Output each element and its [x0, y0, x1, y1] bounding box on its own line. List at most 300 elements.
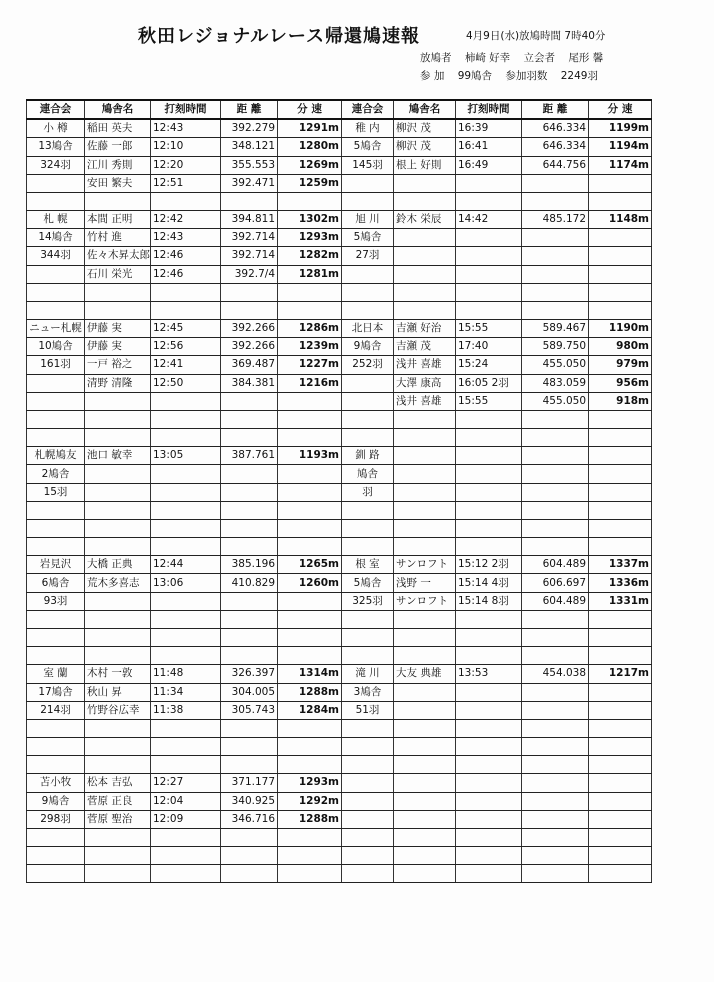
cell-clock-time: 12:44 [151, 556, 221, 574]
cell-federation: 岩見沢 [27, 556, 85, 574]
cell-federation: 214羽 [27, 701, 85, 719]
cell-federation-2: 51羽 [342, 701, 394, 719]
cell-federation [27, 392, 85, 410]
cell-speed: 1227m [278, 356, 342, 374]
cell-clock-time [151, 610, 221, 628]
column-header-clock-time-2: 打刻時間 [456, 100, 522, 119]
header-line-participation [420, 68, 608, 83]
cell-loft-name: 稲田 英夫 [85, 119, 151, 138]
cell-speed-2 [589, 174, 652, 192]
cell-speed-2 [589, 265, 652, 283]
table-row [27, 211, 652, 229]
cell-clock-time-2 [456, 192, 522, 210]
cell-speed-2: 1337m [589, 556, 652, 574]
cell-speed: 1193m [278, 447, 342, 465]
cell-federation-2: 羽 [342, 483, 394, 501]
header-line-releaser [420, 50, 613, 65]
cell-loft-name-2 [394, 756, 456, 774]
cell-federation [27, 374, 85, 392]
cell-loft-name: 荒木多喜志 [85, 574, 151, 592]
cell-distance-2: 589.750 [522, 338, 589, 356]
cell-federation-2 [342, 774, 394, 792]
cell-distance-2 [522, 519, 589, 537]
cell-federation: 札幌鳩友 [27, 447, 85, 465]
cell-clock-time-2: 13:53 [456, 665, 522, 683]
cell-distance-2 [522, 465, 589, 483]
column-header-loft-name-2: 鳩舎名 [394, 100, 456, 119]
cell-distance [221, 847, 278, 865]
cell-loft-name: 大橋 正典 [85, 556, 151, 574]
cell-speed [278, 283, 342, 301]
cell-federation [27, 647, 85, 665]
cell-federation: 17鳩舎 [27, 683, 85, 701]
cell-federation-2 [342, 410, 394, 428]
table-row [27, 174, 652, 192]
cell-distance-2 [522, 647, 589, 665]
cell-clock-time-2: 16:41 [456, 138, 522, 156]
table-row [27, 138, 652, 156]
cell-speed-2: 1331m [589, 592, 652, 610]
cell-loft-name [85, 610, 151, 628]
cell-speed-2 [589, 192, 652, 210]
cell-clock-time: 11:48 [151, 665, 221, 683]
cell-loft-name [85, 756, 151, 774]
cell-clock-time [151, 628, 221, 646]
cell-loft-name-2 [394, 538, 456, 556]
cell-federation-2 [342, 374, 394, 392]
cell-loft-name [85, 429, 151, 447]
cell-loft-name [85, 501, 151, 519]
cell-speed [278, 501, 342, 519]
cell-federation [27, 828, 85, 846]
cell-distance-2 [522, 247, 589, 265]
cell-distance-2 [522, 192, 589, 210]
cell-loft-name-2 [394, 628, 456, 646]
cell-clock-time-2: 16:49 [456, 156, 522, 174]
cell-distance-2 [522, 683, 589, 701]
cell-loft-name-2: 浅井 喜雄 [394, 392, 456, 410]
cell-speed-2 [589, 865, 652, 883]
cell-clock-time-2 [456, 519, 522, 537]
cell-clock-time-2: 15:14 8羽 [456, 592, 522, 610]
cell-clock-time-2 [456, 810, 522, 828]
cell-federation: 10鳩舎 [27, 338, 85, 356]
cell-clock-time [151, 738, 221, 756]
cell-distance [221, 738, 278, 756]
cell-loft-name: 伊藤 実 [85, 320, 151, 338]
witness-label: 立会者 [523, 52, 556, 64]
cell-speed [278, 865, 342, 883]
cell-distance-2: 646.334 [522, 119, 589, 138]
cell-distance-2: 646.334 [522, 138, 589, 156]
cell-distance-2 [522, 501, 589, 519]
cell-distance [221, 410, 278, 428]
cell-federation [27, 719, 85, 737]
cell-distance-2 [522, 283, 589, 301]
cell-speed-2 [589, 519, 652, 537]
cell-loft-name: 竹村 進 [85, 229, 151, 247]
cell-clock-time-2 [456, 683, 522, 701]
cell-distance-2 [522, 792, 589, 810]
table-row [27, 265, 652, 283]
cell-distance-2 [522, 174, 589, 192]
cell-distance: 392.266 [221, 338, 278, 356]
birds-count-label: 参加羽数 [505, 70, 548, 82]
table-row [27, 119, 652, 138]
cell-federation: 9鳩舎 [27, 792, 85, 810]
cell-speed: 1281m [278, 265, 342, 283]
cell-clock-time [151, 429, 221, 447]
cell-federation [27, 410, 85, 428]
table-row [27, 792, 652, 810]
cell-speed [278, 519, 342, 537]
cell-distance: 394.811 [221, 211, 278, 229]
cell-federation: 6鳩舎 [27, 574, 85, 592]
cell-federation-2 [342, 738, 394, 756]
cell-distance-2: 455.050 [522, 356, 589, 374]
table-row [27, 392, 652, 410]
cell-distance [221, 392, 278, 410]
cell-distance [221, 538, 278, 556]
cell-loft-name: 清野 清隆 [85, 374, 151, 392]
cell-clock-time-2 [456, 283, 522, 301]
cell-federation: 93羽 [27, 592, 85, 610]
column-header-speed: 分 速 [278, 100, 342, 119]
cell-loft-name [85, 738, 151, 756]
cell-distance: 305.743 [221, 701, 278, 719]
cell-loft-name-2: 根上 好則 [394, 156, 456, 174]
cell-loft-name-2 [394, 774, 456, 792]
cell-federation-2 [342, 756, 394, 774]
cell-federation: 室 蘭 [27, 665, 85, 683]
cell-loft-name-2: 鈴木 栄辰 [394, 211, 456, 229]
cell-loft-name: 池口 敏幸 [85, 447, 151, 465]
cell-distance: 410.829 [221, 574, 278, 592]
cell-loft-name: 松本 吉弘 [85, 774, 151, 792]
column-header-federation: 連合会 [27, 100, 85, 119]
cell-distance-2 [522, 865, 589, 883]
cell-loft-name-2 [394, 810, 456, 828]
cell-speed: 1288m [278, 810, 342, 828]
cell-speed [278, 738, 342, 756]
table-row [27, 701, 652, 719]
cell-speed [278, 538, 342, 556]
cell-distance: 340.925 [221, 792, 278, 810]
cell-speed: 1302m [278, 211, 342, 229]
cell-clock-time-2 [456, 501, 522, 519]
cell-clock-time [151, 192, 221, 210]
cell-speed-2: 1217m [589, 665, 652, 683]
cell-distance-2 [522, 701, 589, 719]
cell-loft-name: 竹野谷広幸 [85, 701, 151, 719]
column-header-speed-2: 分 速 [589, 100, 652, 119]
cell-speed-2 [589, 774, 652, 792]
cell-distance [221, 519, 278, 537]
cell-loft-name-2 [394, 174, 456, 192]
cell-speed-2 [589, 810, 652, 828]
cell-speed-2 [589, 719, 652, 737]
table-row [27, 574, 652, 592]
cell-clock-time-2 [456, 628, 522, 646]
cell-distance-2: 455.050 [522, 392, 589, 410]
cell-clock-time-2 [456, 774, 522, 792]
cell-distance-2: 644.756 [522, 156, 589, 174]
cell-loft-name: 本間 正明 [85, 211, 151, 229]
cell-clock-time: 12:10 [151, 138, 221, 156]
cell-clock-time: 12:43 [151, 119, 221, 138]
cell-federation [27, 738, 85, 756]
cell-clock-time-2 [456, 847, 522, 865]
cell-loft-name-2 [394, 701, 456, 719]
table-row [27, 665, 652, 683]
cell-loft-name [85, 538, 151, 556]
cell-clock-time: 12:42 [151, 211, 221, 229]
cell-speed-2: 979m [589, 356, 652, 374]
table-row [27, 283, 652, 301]
cell-speed: 1216m [278, 374, 342, 392]
cell-clock-time [151, 865, 221, 883]
cell-clock-time-2: 17:40 [456, 338, 522, 356]
cell-clock-time-2 [456, 265, 522, 283]
cell-speed-2 [589, 683, 652, 701]
table-row [27, 592, 652, 610]
cell-distance [221, 465, 278, 483]
cell-speed-2: 1174m [589, 156, 652, 174]
cell-distance-2 [522, 301, 589, 319]
cell-federation-2 [342, 174, 394, 192]
cell-loft-name-2: 大澤 康高 [394, 374, 456, 392]
cell-federation [27, 865, 85, 883]
cell-loft-name [85, 647, 151, 665]
cell-federation-2 [342, 810, 394, 828]
cell-speed [278, 592, 342, 610]
cell-speed-2 [589, 229, 652, 247]
cell-distance [221, 501, 278, 519]
release-date-time: 4月9日(水)放鳩時間 7時40分 [466, 30, 606, 42]
cell-clock-time: 12:46 [151, 247, 221, 265]
cell-clock-time: 12:46 [151, 265, 221, 283]
cell-loft-name-2 [394, 847, 456, 865]
cell-loft-name-2 [394, 683, 456, 701]
table-row [27, 847, 652, 865]
cell-clock-time-2: 15:14 4羽 [456, 574, 522, 592]
table-row [27, 465, 652, 483]
cell-speed-2 [589, 610, 652, 628]
cell-clock-time: 12:04 [151, 792, 221, 810]
table-row [27, 410, 652, 428]
cell-speed [278, 392, 342, 410]
cell-distance [221, 483, 278, 501]
cell-distance: 346.716 [221, 810, 278, 828]
cell-distance-2: 454.038 [522, 665, 589, 683]
cell-loft-name [85, 465, 151, 483]
cell-speed-2 [589, 647, 652, 665]
cell-distance-2 [522, 610, 589, 628]
cell-distance-2 [522, 756, 589, 774]
table-row [27, 320, 652, 338]
cell-speed [278, 465, 342, 483]
cell-clock-time [151, 501, 221, 519]
cell-distance: 304.005 [221, 683, 278, 701]
cell-loft-name-2: サンロフト [394, 592, 456, 610]
cell-federation-2 [342, 610, 394, 628]
cell-speed [278, 410, 342, 428]
cell-clock-time-2 [456, 701, 522, 719]
cell-distance [221, 192, 278, 210]
column-header-distance: 距 離 [221, 100, 278, 119]
cell-speed-2: 1148m [589, 211, 652, 229]
cell-clock-time [151, 538, 221, 556]
cell-clock-time: 12:27 [151, 774, 221, 792]
cell-federation-2 [342, 628, 394, 646]
table-row [27, 738, 652, 756]
cell-distance [221, 756, 278, 774]
cell-federation-2: 釧 路 [342, 447, 394, 465]
cell-speed-2 [589, 247, 652, 265]
cell-distance-2: 485.172 [522, 211, 589, 229]
cell-clock-time [151, 647, 221, 665]
cell-federation: 13鳩舎 [27, 138, 85, 156]
releaser-label: 放鳩者 [420, 52, 452, 64]
column-header-clock-time: 打刻時間 [151, 100, 221, 119]
table-row [27, 647, 652, 665]
participation-label: 参 加 [420, 70, 445, 82]
cell-clock-time [151, 392, 221, 410]
cell-loft-name: 佐藤 一郎 [85, 138, 151, 156]
cell-distance [221, 647, 278, 665]
cell-federation: 298羽 [27, 810, 85, 828]
cell-clock-time [151, 301, 221, 319]
cell-clock-time-2 [456, 719, 522, 737]
table-row [27, 429, 652, 447]
cell-loft-name: 一戸 裕之 [85, 356, 151, 374]
cell-distance-2 [522, 738, 589, 756]
cell-loft-name-2 [394, 429, 456, 447]
cell-federation-2 [342, 429, 394, 447]
cell-clock-time [151, 283, 221, 301]
cell-federation: 小 樽 [27, 119, 85, 138]
cell-speed-2 [589, 429, 652, 447]
table-row [27, 556, 652, 574]
table-body [27, 119, 652, 883]
cell-distance: 392.279 [221, 119, 278, 138]
cell-federation-2 [342, 865, 394, 883]
cell-loft-name: 菅原 正良 [85, 792, 151, 810]
cell-speed [278, 647, 342, 665]
cell-distance-2: 606.697 [522, 574, 589, 592]
cell-loft-name: 江川 秀則 [85, 156, 151, 174]
cell-loft-name: 菅原 聖治 [85, 810, 151, 828]
cell-clock-time-2: 16:05 2羽 [456, 374, 522, 392]
cell-loft-name: 石川 栄光 [85, 265, 151, 283]
cell-federation-2 [342, 301, 394, 319]
cell-speed: 1282m [278, 247, 342, 265]
cell-loft-name-2 [394, 501, 456, 519]
cell-federation: 札 幌 [27, 211, 85, 229]
cell-loft-name [85, 847, 151, 865]
cell-distance-2 [522, 810, 589, 828]
cell-clock-time-2 [456, 738, 522, 756]
cell-federation-2 [342, 828, 394, 846]
cell-speed-2: 1190m [589, 320, 652, 338]
cell-federation [27, 756, 85, 774]
cell-federation-2: 9鳩舎 [342, 338, 394, 356]
cell-speed [278, 628, 342, 646]
cell-distance: 355.553 [221, 156, 278, 174]
table-row [27, 865, 652, 883]
table-row [27, 501, 652, 519]
cell-speed-2 [589, 410, 652, 428]
cell-loft-name [85, 865, 151, 883]
cell-federation [27, 847, 85, 865]
cell-loft-name-2 [394, 410, 456, 428]
cell-clock-time: 11:38 [151, 701, 221, 719]
cell-federation: ニュー札幌 [27, 320, 85, 338]
cell-federation: 2鳩舎 [27, 465, 85, 483]
cell-speed [278, 610, 342, 628]
cell-distance-2 [522, 429, 589, 447]
table-row [27, 683, 652, 701]
cell-speed: 1286m [278, 320, 342, 338]
cell-loft-name: 安田 繁夫 [85, 174, 151, 192]
cell-loft-name-2 [394, 265, 456, 283]
cell-speed-2: 918m [589, 392, 652, 410]
cell-clock-time [151, 719, 221, 737]
cell-speed: 1314m [278, 665, 342, 683]
cell-speed: 1269m [278, 156, 342, 174]
cell-speed-2: 980m [589, 338, 652, 356]
table-row [27, 156, 652, 174]
cell-clock-time-2 [456, 828, 522, 846]
cell-loft-name-2 [394, 719, 456, 737]
cell-loft-name: 伊藤 実 [85, 338, 151, 356]
cell-distance-2: 589.467 [522, 320, 589, 338]
cell-speed-2: 956m [589, 374, 652, 392]
cell-speed-2 [589, 447, 652, 465]
cell-speed [278, 828, 342, 846]
cell-clock-time [151, 483, 221, 501]
table-row [27, 483, 652, 501]
cell-clock-time-2 [456, 483, 522, 501]
cell-loft-name-2 [394, 865, 456, 883]
cell-distance-2 [522, 265, 589, 283]
column-header-loft-name: 鳩舎名 [85, 100, 151, 119]
column-header-federation-2: 連合会 [342, 100, 394, 119]
cell-loft-name [85, 483, 151, 501]
cell-speed-2 [589, 847, 652, 865]
cell-clock-time: 12:20 [151, 156, 221, 174]
table-row [27, 356, 652, 374]
cell-distance [221, 592, 278, 610]
cell-speed [278, 301, 342, 319]
cell-clock-time-2: 15:55 [456, 392, 522, 410]
page-title: 秋田レジョナルレース帰還鳩速報 [138, 26, 420, 47]
table-row [27, 338, 652, 356]
cell-federation: 344羽 [27, 247, 85, 265]
cell-clock-time: 12:45 [151, 320, 221, 338]
table-header-row [27, 100, 652, 119]
cell-federation: 14鳩舎 [27, 229, 85, 247]
cell-speed-2 [589, 283, 652, 301]
table-row [27, 810, 652, 828]
cell-loft-name [85, 410, 151, 428]
cell-loft-name-2 [394, 229, 456, 247]
cell-federation-2: 稚 内 [342, 119, 394, 138]
cell-clock-time-2 [456, 538, 522, 556]
cell-clock-time-2 [456, 465, 522, 483]
cell-loft-name [85, 283, 151, 301]
cell-loft-name-2: 吉瀬 好治 [394, 320, 456, 338]
